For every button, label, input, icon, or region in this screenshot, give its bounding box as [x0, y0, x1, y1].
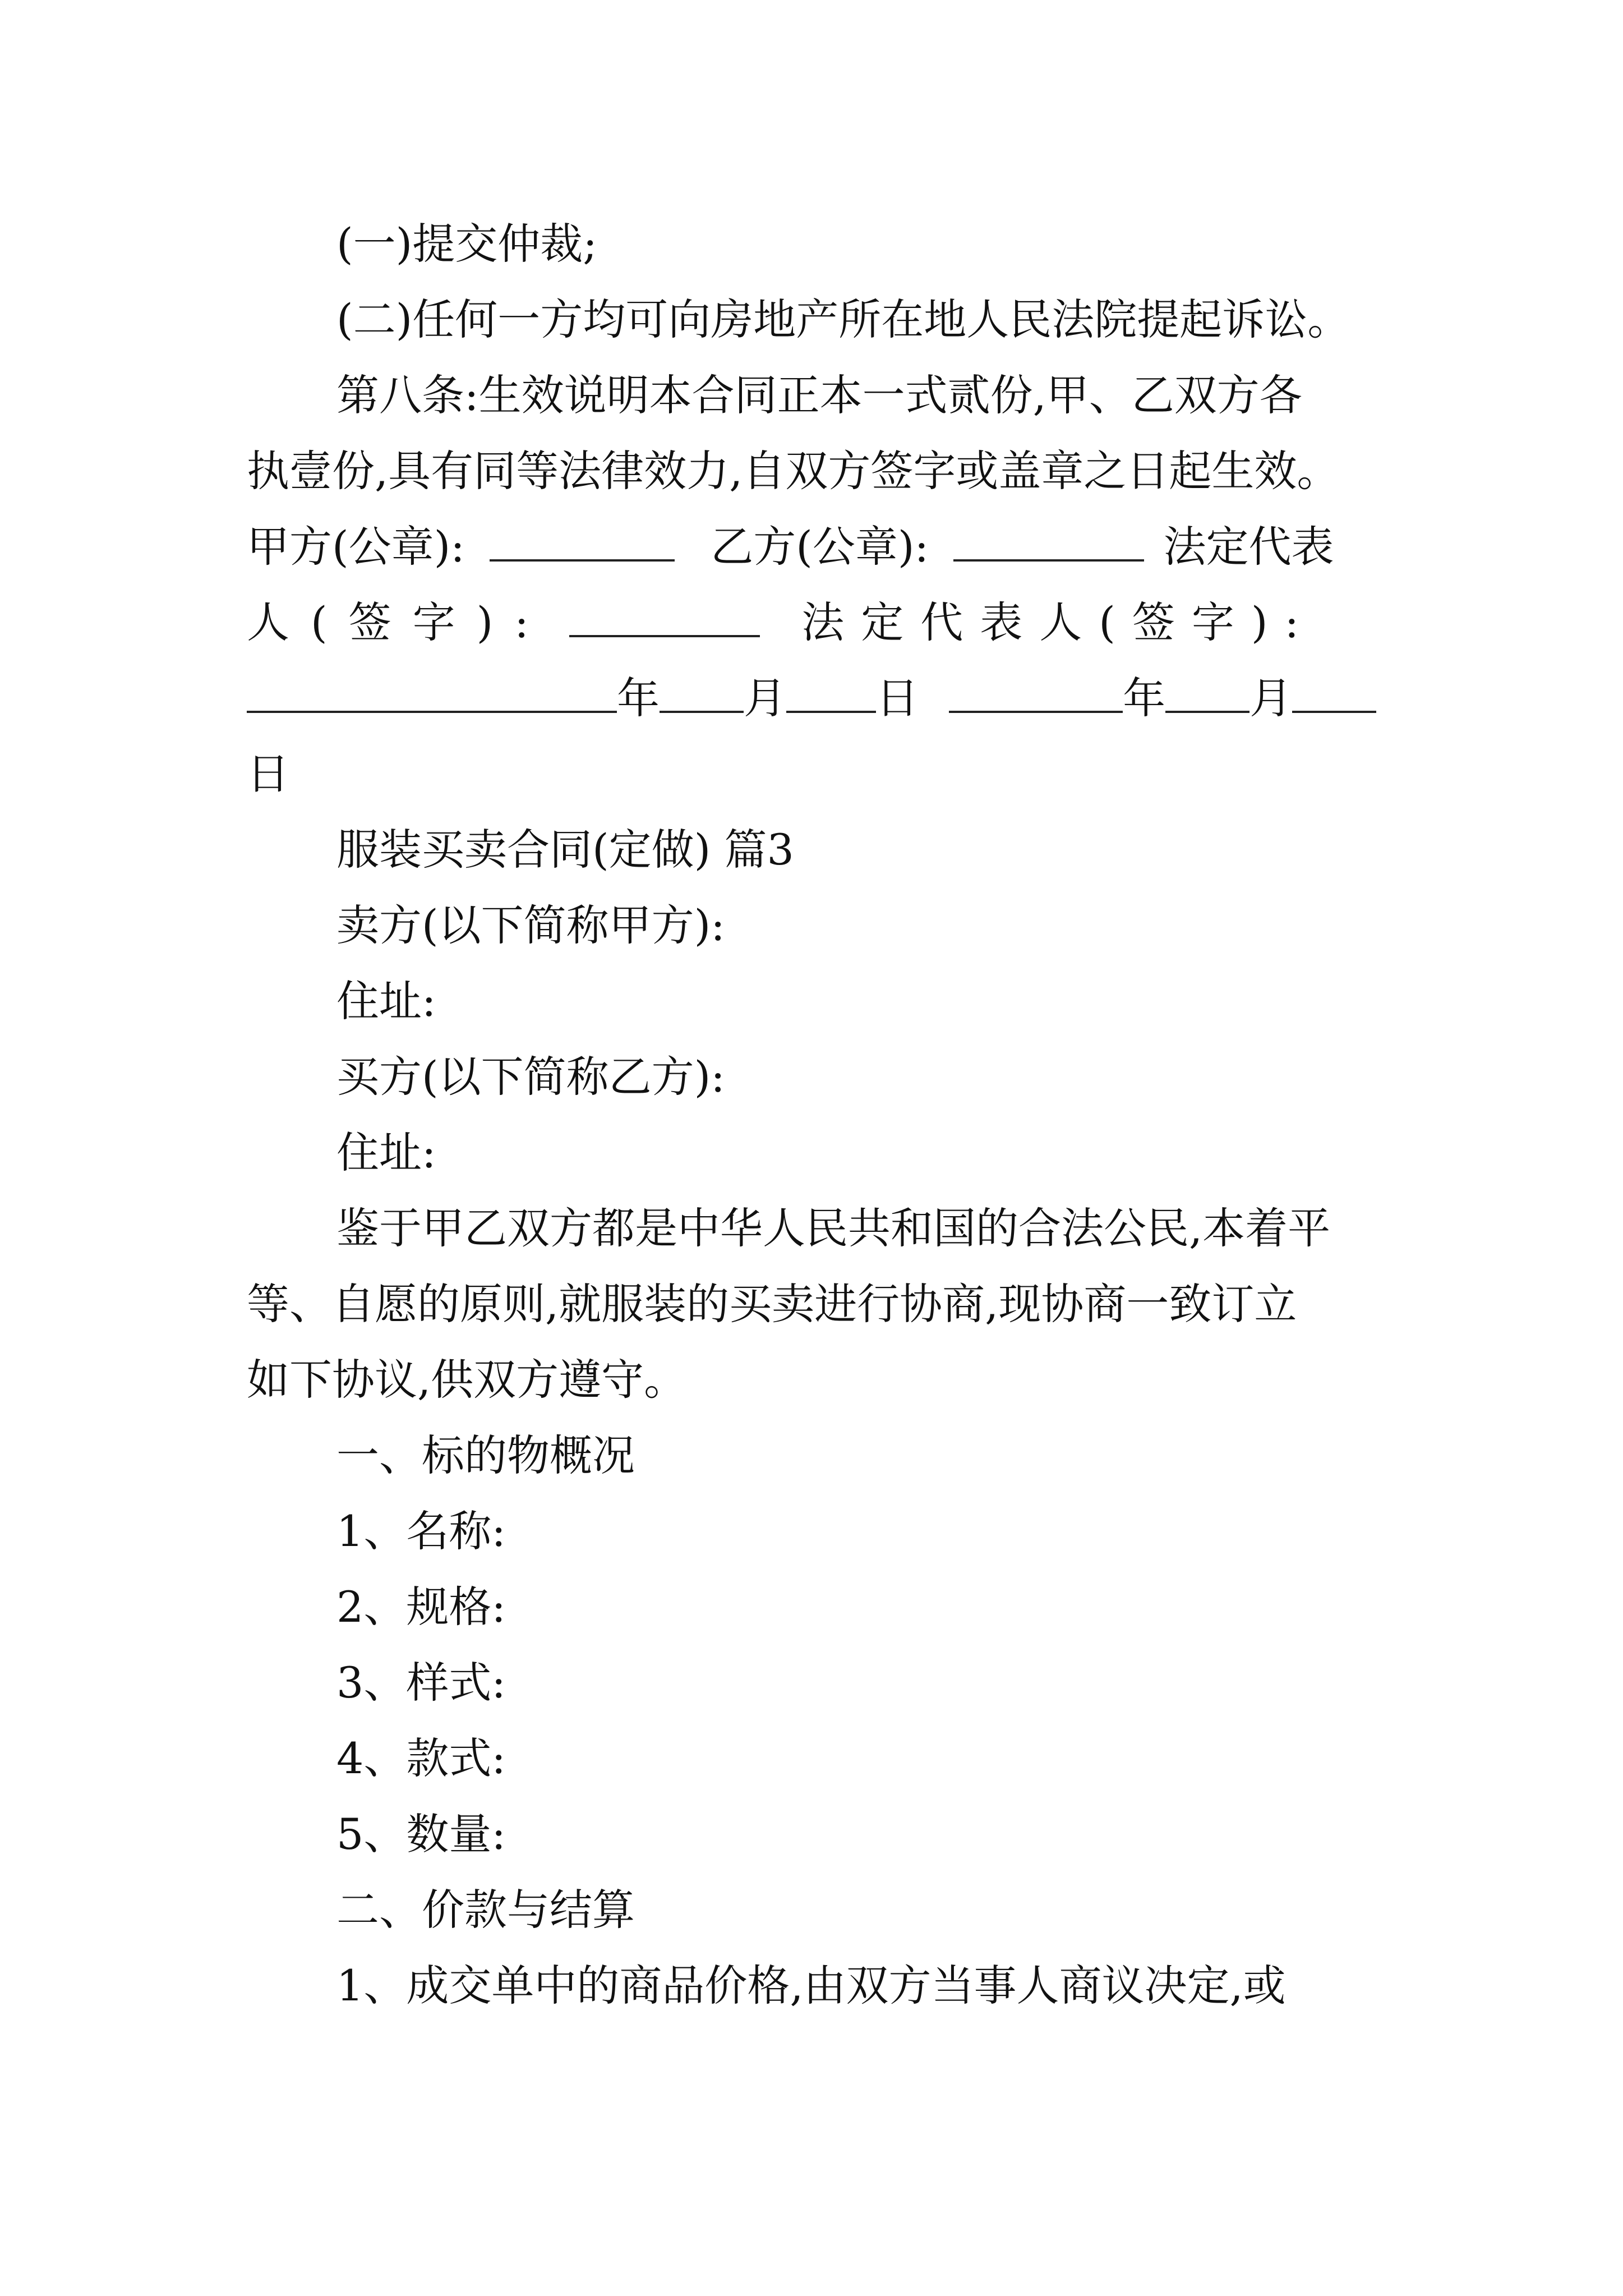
blank-field: [247, 671, 617, 713]
text-line: 1、成交单中的商品价格,由双方当事人商议决定,或: [336, 1961, 1286, 2010]
text-line: 住址:: [336, 976, 436, 1026]
text-line: 日: [247, 749, 289, 799]
text-line: 住址:: [336, 1128, 436, 1177]
text-line: 4、款式:: [336, 1733, 506, 1783]
blank-field: [1165, 671, 1249, 713]
text-line: 执壹份,具有同等法律效力,自双方签字或盖章之日起生效。: [247, 446, 1340, 496]
text-line: 一、标的物概况: [336, 1430, 635, 1480]
year-label: 年: [1123, 673, 1166, 723]
party-a-seal-label: 甲方(公章):: [247, 522, 465, 572]
month-label: 月: [1249, 673, 1293, 723]
party-b-seal-label: 乙方(公章):: [711, 522, 929, 572]
text-line: 买方(以下简称乙方):: [336, 1052, 725, 1102]
text-line: 2、规格:: [336, 1582, 506, 1632]
text-line: 二、价款与结算: [336, 1885, 635, 1935]
text-line: 卖方(以下简称甲方):: [336, 900, 725, 950]
text-line: 鉴于甲乙双方都是中华人民共和国的合法公民,本着平: [336, 1203, 1331, 1253]
blank-field: [786, 671, 876, 713]
year-label: 年: [617, 673, 660, 723]
text-line: 1、名称:: [336, 1506, 506, 1556]
blank-field: [1292, 671, 1376, 713]
text-line: (二)任何一方均可向房地产所在地人民法院提起诉讼。: [336, 295, 1350, 344]
signature-line-legal-rep: [247, 595, 1391, 651]
blank-field: [490, 520, 675, 562]
date-line: [247, 670, 1391, 726]
signature-line-party-a-b: [247, 519, 1391, 575]
blank-field: [660, 671, 744, 713]
legal-rep-sign-label-b: 法定代表人(签字):: [801, 597, 1316, 647]
section-title: 服装买卖合同(定做) 篇3: [336, 825, 794, 875]
text-line: 3、样式:: [336, 1658, 506, 1708]
blank-field: [569, 596, 760, 637]
legal-rep-label: 法定代表: [1163, 522, 1334, 572]
text-line: 如下协议,供双方遵守。: [247, 1355, 687, 1405]
month-label: 月: [744, 673, 786, 723]
text-line: 等、自愿的原则,就服装的买卖进行协商,现协商一致订立: [247, 1279, 1297, 1329]
text-line: (一)提交仲裁;: [336, 219, 597, 269]
text-line: 5、数量:: [336, 1809, 506, 1859]
day-label: 日: [876, 673, 919, 723]
blank-field: [949, 671, 1123, 713]
blank-field: [953, 520, 1144, 562]
legal-rep-sign-label-a: 人(签字):: [247, 597, 550, 647]
text-line: 第八条:生效说明本合同正本一式贰份,甲、乙双方各: [336, 370, 1302, 420]
